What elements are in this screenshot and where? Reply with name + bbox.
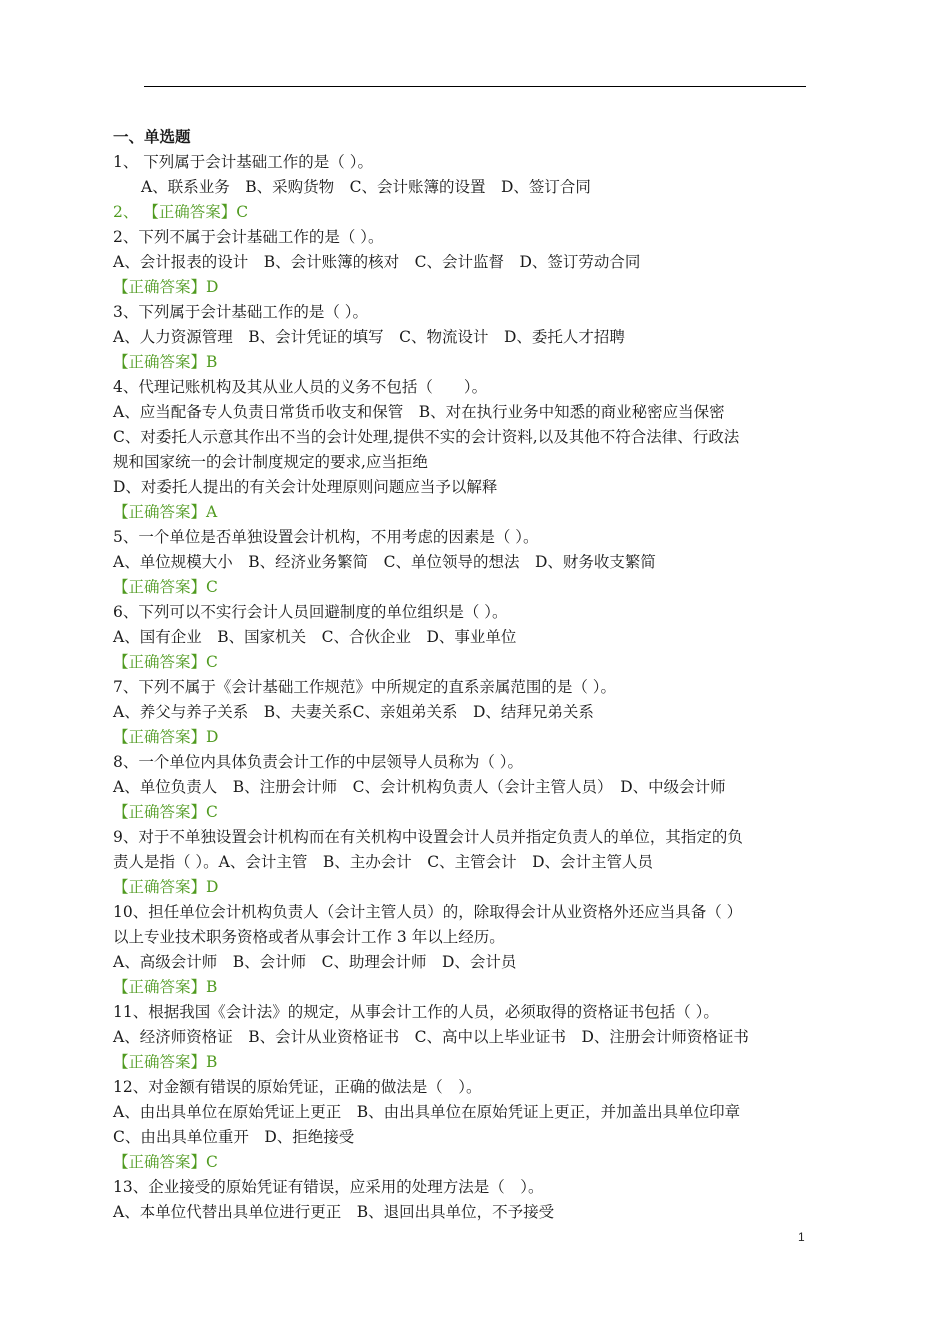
answer-options: 规和国家统一的会计制度规定的要求,应当拒绝 (113, 453, 428, 471)
answer-options: A、人力资源管理 B、会计凭证的填写 C、物流设计 D、委托人才招聘 (113, 328, 625, 346)
question-text: 10、担任单位会计机构负责人（会计主管人员）的，除取得会计从业资格外还应当具备（ ） (113, 903, 743, 921)
question-text: 3、下列属于会计基础工作的是（ ）。 (113, 303, 369, 321)
answer-options: A、由出具单位在原始凭证上更正 B、由出具单位在原始凭证上更正，并加盖出具单位印章 (113, 1103, 741, 1121)
answer-options: A、经济师资格证 B、会计从业资格证书 C、高中以上毕业证书 D、注册会计师资格证书 (113, 1028, 749, 1046)
question-text: 以上专业技术职务资格或者从事会计工作 3 年以上经历。 (113, 928, 505, 946)
question-text: 7、下列不属于《会计基础工作规范》中所规定的直系亲属范围的是（ ）。 (113, 678, 617, 696)
question-text: 6、下列可以不实行会计人员回避制度的单位组织是（ ）。 (113, 603, 508, 621)
question-text: 2、下列不属于会计基础工作的是（ ）。 (113, 228, 384, 246)
question-text: 1、 下列属于会计基础工作的是（ ）。 (113, 153, 373, 171)
header-rule (144, 86, 806, 87)
answer-options: A、单位规模大小 B、经济业务繁简 C、单位领导的想法 D、财务收支繁简 (113, 553, 656, 571)
answer-options: A、会计报表的设计 B、会计账簿的核对 C、会计监督 D、签订劳动合同 (113, 253, 641, 271)
question-text: 11、根据我国《会计法》的规定，从事会计工作的人员，必须取得的资格证书包括（ ）。 (113, 1003, 719, 1021)
document-content (113, 125, 803, 1225)
correct-answer: 【正确答案】D (113, 278, 219, 296)
correct-answer: 2、 【正确答案】C (113, 203, 249, 221)
answer-options: C、对委托人示意其作出不当的会计处理,提供不实的会计资料,以及其他不符合法律、行政法 (113, 428, 740, 446)
correct-answer: 【正确答案】B (113, 1053, 218, 1071)
page-number: 1 (798, 1230, 805, 1244)
correct-answer: 【正确答案】C (113, 1153, 218, 1171)
question-text: 12、对金额有错误的原始凭证，正确的做法是（ ）。 (113, 1078, 482, 1096)
correct-answer: 【正确答案】C (113, 578, 218, 596)
question-text: 13、企业接受的原始凭证有错误，应采用的处理方法是（ ）。 (113, 1178, 544, 1196)
answer-options: A、应当配备专人负责日常货币收支和保管 B、对在执行业务中知悉的商业秘密应当保密 (113, 403, 725, 421)
answer-options: C、由出具单位重开 D、拒绝接受 (113, 1128, 355, 1146)
correct-answer: 【正确答案】D (113, 728, 219, 746)
question-text: 责人是指（ ）。A、会计主管 B、主办会计 C、主管会计 D、会计主管人员 (113, 853, 654, 871)
correct-answer: 【正确答案】A (113, 503, 218, 521)
correct-answer: 【正确答案】D (113, 878, 219, 896)
section-title: 一、单选题 (113, 128, 191, 146)
question-list (113, 150, 803, 1225)
correct-answer: 【正确答案】B (113, 978, 218, 996)
question-text: 4、代理记账机构及其从业人员的义务不包括（ ）。 (113, 378, 488, 396)
correct-answer: 【正确答案】C (113, 803, 218, 821)
answer-options: A、联系业务 B、采购货物 C、会计账簿的设置 D、签订合同 (141, 178, 591, 196)
correct-answer: 【正确答案】B (113, 353, 218, 371)
answer-options: A、高级会计师 B、会计师 C、助理会计师 D、会计员 (113, 953, 517, 971)
correct-answer: 【正确答案】C (113, 653, 218, 671)
answer-options: A、养父与养子关系 B、夫妻关系C、亲姐弟关系 D、结拜兄弟关系 (113, 703, 594, 721)
question-text: 5、一个单位是否单独设置会计机构，不用考虑的因素是（ ）。 (113, 528, 539, 546)
question-text: 8、一个单位内具体负责会计工作的中层领导人员称为（ ）。 (113, 753, 524, 771)
answer-options: A、本单位代替出具单位进行更正 B、退回出具单位，不予接受 (113, 1203, 555, 1221)
answer-options: A、国有企业 B、国家机关 C、合伙企业 D、事业单位 (113, 628, 517, 646)
answer-options: D、对委托人提出的有关会计处理原则问题应当予以解释 (113, 478, 498, 496)
answer-options: A、单位负责人 B、注册会计师 C、会计机构负责人（会计主管人员） D、中级会计师 (113, 778, 726, 796)
question-text: 9、对于不单独设置会计机构而在有关机构中设置会计人员并指定负责人的单位，其指定的负 (113, 828, 743, 846)
